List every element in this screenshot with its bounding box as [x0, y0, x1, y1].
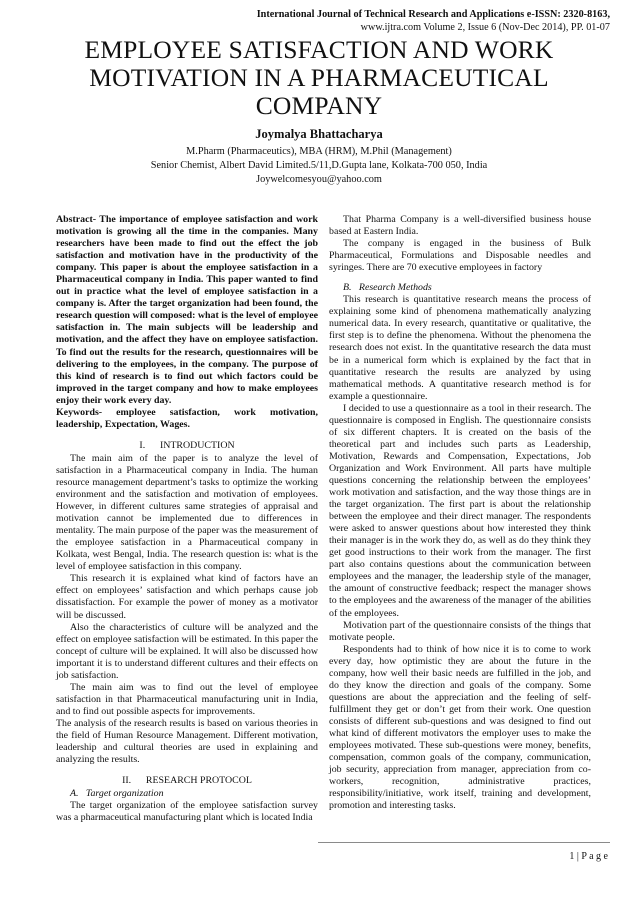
journal-name: International Journal of Technical Research and Applications e-ISSN: 2320-8163,	[256, 9, 610, 20]
journal-header	[190, 8, 610, 34]
section-heading-introduction: I. INTRODUCTION	[139, 439, 235, 451]
paragraph: Respondents had to think of how nice it is to come to work every day, how optimistic they are about the future in the company, how well their basic needs are fulfilled in the job, and do they know the direction and goals of the company. Some questions are about the appreciation and the feeling of self-fulfillment they get or don’t get from their work. One question consists of different sub-questions and was designed to find out what kind of different motivators the employer uses to make the employees motivated. These sub-questions were money, benefits, compensation, common goals of the company, communication, job security, appreciation from manager, appreciation from co-workers, recognition, administrative practices, responsibility/initiative, work itself, training and development, promotion and interesting tasks.	[329, 643, 591, 812]
paper-title: EMPLOYEE SATISFACTION AND WORK MOTIVATION IN A PHARMACEUTICAL COMPANY	[84, 35, 554, 120]
paragraph: The main aim of the paper is to analyze the level of satisfaction in a Pharmaceutical company in India. The human resource management department’s tasks to optimize the working environment and the satisfaction and motivation of employees. However, in different cultures same strategies of appraisal and motivation cannot be implemented due to differences in mentality. The main purpose of the paper was the measurement of the employee satisfaction in a Pharmaceutical company in Kolkata, west Bengal, India. The research question is: what is the level of employee satisfaction in this company.	[56, 452, 318, 573]
paragraph: The main aim was to find out the level of employee satisfaction in that Pharmaceutical manufacturing unit in India, and to find out possible aspects for improvements.	[56, 681, 318, 717]
paragraph: I decided to use a questionnaire as a tool in their research. The questionnaire is composed in English. The questionnaire consists of six different chapters. It is created on the basis of the theoretical part and includes such parts as Leadership, Motivation, Rewards and Compensation, Expectations, Job Organization and Work Environment. All parts have multiple questions concerning the relationship between the employees’ work motivation and satisfaction, and the way those things are in the target organization. The first part is about the relationship between the employee and their direct manager. The respondents were asked to answer questions about how interested they think their manager is in the work they do, as well as do they think they get good instructions to their work from the manager. The first part also contains questions about the communication between employees and the manager, the leadership style of the manager, the amount of constructive feedback; respect the manager shows to the employees and the awareness of the manager of the abilities of the employees.	[329, 402, 591, 619]
subsection-heading-research-methods: B. Research Methods	[343, 282, 432, 294]
section-heading-research-protocol: II. RESEARCH PROTOCOL	[122, 775, 252, 787]
paragraph: This research is quantitative research means the process of explaining some kind of phenomena mathematically analyzing numerical data. In every research, quantitative or qualitative, the first step is to define the phenomena. Without the phenomena the research does not exist. In the quantitative research the data must be in a numerical form which is explained by the fact that in quantitative research the results are analyzed by using mathematical methods. A quantitative research method is for example a questionnaire.	[329, 294, 591, 402]
affiliation-address: Senior Chemist, Albert David Limited.5/11,D.Gupta lane, Kolkata-700 050, India	[150, 160, 488, 171]
paragraph: Also the characteristics of culture will be analyzed and the effect on employee satisfaction will be estimated. In this paper the concept of culture will be explained. It will also be discussed how important it is to understand different cultures and their effects on job satisfaction.	[56, 621, 318, 681]
paragraph: The target organization of the employee satisfaction survey was a pharmaceutical manufacturing plant which is located India	[56, 800, 318, 824]
right-column	[329, 214, 591, 812]
paragraph: Motivation part of the questionnaire consists of the things that motivate people.	[329, 619, 591, 643]
author-name: Joymalya Bhattacharya	[255, 127, 383, 141]
subsection-heading-target-organization: A. Target organization	[70, 788, 164, 800]
abstract: Abstract- The importance of employee satisfaction and work motivation is growing all the time in the companies. Many researchers have been made to find out the effect the job satisfaction and motivation have in the productivity of the company. This paper is about the employee satisfaction in a Pharmaceutical company in India. This paper wanted to find out in practice what the level of employee satisfaction in a company is. After the target organization had been found, the research question will composed: what is the level of employee satisfaction in. The main subjects will be leadership and motivation, and the affect they have on employee satisfaction. To find out the results for the research, questionnaires will be delivering to the employees, in the company. The purpose of this kind of research is to find out which factors could be improved in the target company and how to make employees enjoy their work every day.	[56, 214, 318, 406]
affiliation-degrees: M.Pharm (Pharmaceutics), MBA (HRM), M.Phil (Management)	[186, 146, 452, 157]
author-affiliation	[0, 145, 638, 187]
paragraph: The company is engaged in the business of Bulk Pharmaceutical, Formulations and Disposable needles and syringes. There are 70 executive employees in factory	[329, 238, 591, 274]
footer-rule	[318, 842, 610, 843]
page-number: 1 | P a g e	[569, 851, 608, 862]
left-column	[56, 214, 318, 824]
keywords: Keywords- employee satisfaction, work motivation, leadership, Expectation, Wages.	[56, 406, 318, 430]
author-email: Joywelcomesyou@yahoo.com	[256, 174, 382, 185]
journal-volume-info: www.ijtra.com Volume 2, Issue 6 (Nov-Dec 2014), PP. 01-07	[360, 22, 610, 33]
paragraph: The analysis of the research results is based on various theories in the field of Human Resource Management. Different motivation, leadership and cultural theories are used in explaining and analyzing the results.	[56, 717, 318, 766]
paragraph: This research it is explained what kind of factors have an effect on employees’ satisfaction and which perhaps cause job dissatisfaction. For example the power of money as a motivator will be discussed.	[56, 573, 318, 621]
paragraph: That Pharma Company is a well-diversified business house based at Eastern India.	[329, 214, 591, 238]
